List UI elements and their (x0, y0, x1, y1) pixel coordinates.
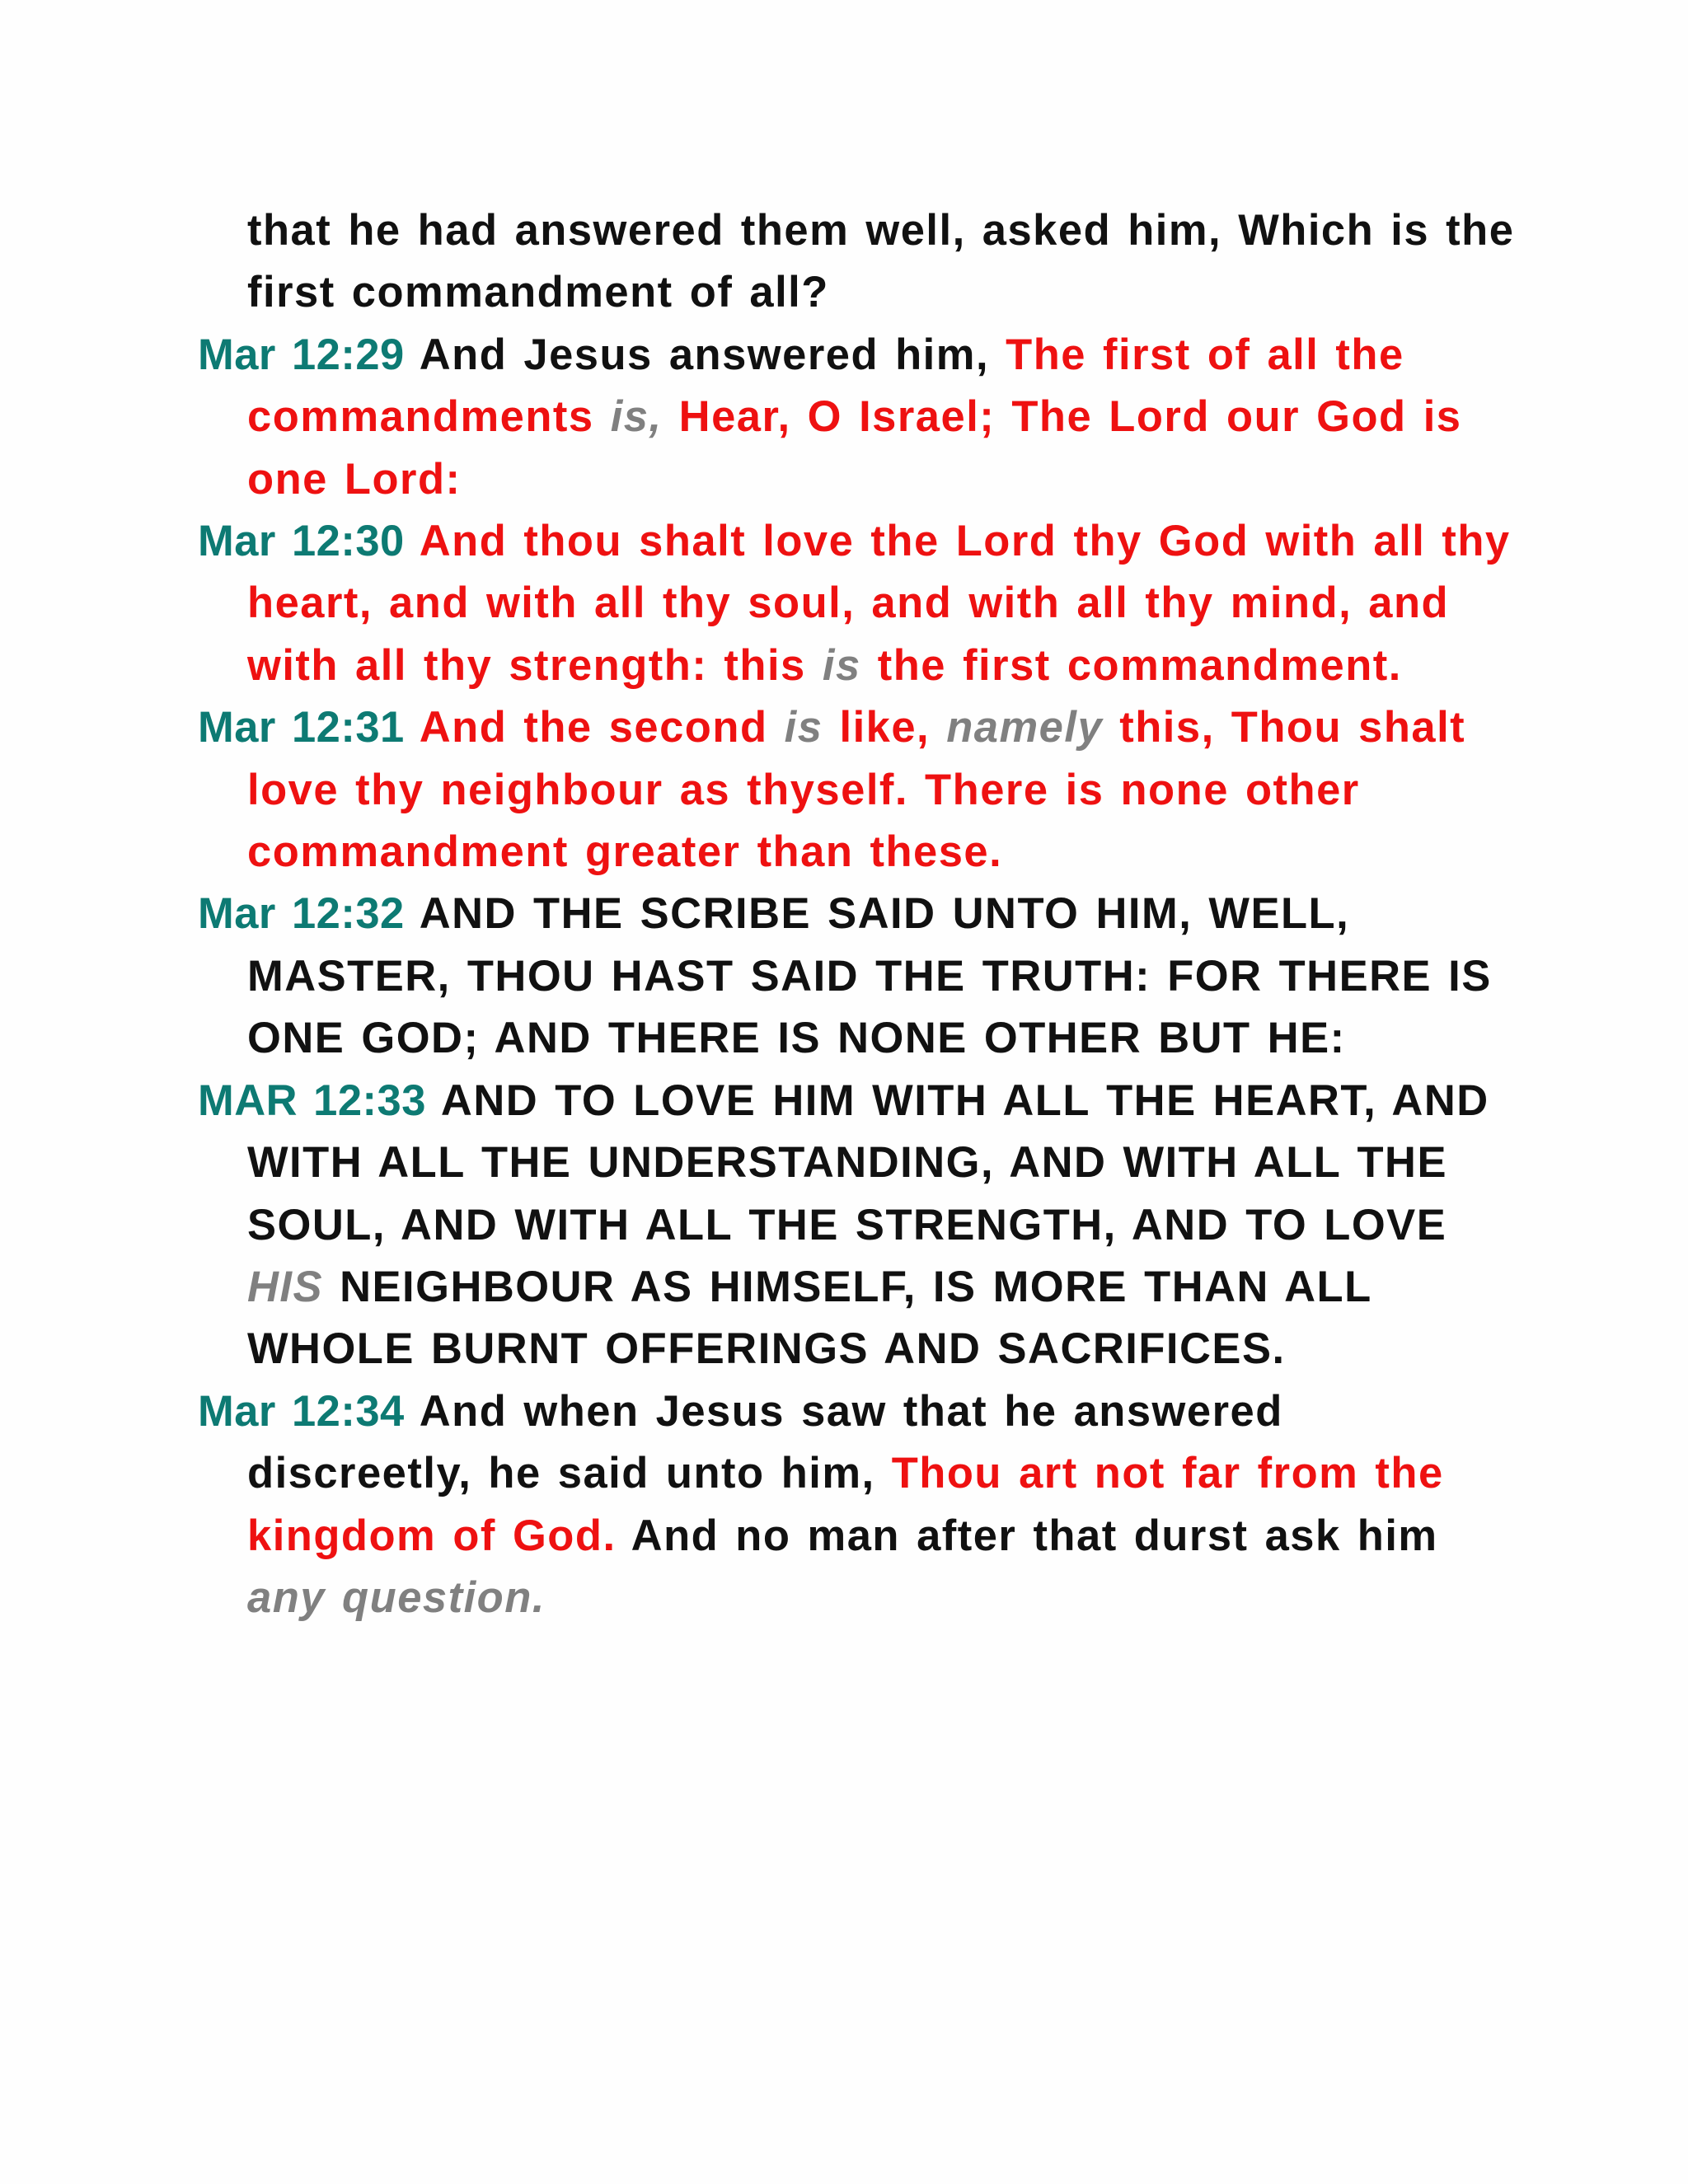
scripture-text (198, 199, 1517, 1629)
verse-mar-12-34 (198, 1380, 1517, 1629)
supplied-word: HIS (247, 1262, 324, 1311)
words-of-jesus: Hear, O Israel; The Lord our God is one Lord: (247, 392, 1462, 504)
verse-reference: MAR 12:33 (198, 1076, 426, 1125)
verse-reference: Mar 12:31 (198, 703, 405, 752)
words-of-jesus: And thou shalt love the Lord thy God with all thy heart, and with all thy soul, and with all thy mind, and with all thy strength: this (247, 517, 1511, 690)
verse-mar-12-29 (198, 324, 1517, 510)
words-of-jesus: the first commandment. (860, 640, 1402, 690)
verse-mar-12-33 (198, 1070, 1517, 1380)
words-of-jesus: this, Thou shalt love thy neighbour as thyself. There is none other commandment greater than these. (247, 703, 1466, 877)
words-of-jesus: Thou art not far from the kingdom of God. (247, 1449, 1444, 1560)
verse-reference: Mar 12:30 (198, 517, 405, 566)
supplied-word: namely (946, 703, 1104, 752)
words-of-jesus: And the second (419, 703, 785, 752)
verse-text: that he had answered them well, asked him, Which is the first commandment of all? (247, 206, 1515, 317)
supplied-word: any question. (247, 1572, 546, 1622)
verse-mar-12-30 (198, 510, 1517, 696)
verse-text: And when Jesus saw that he answered discreetly, he said unto him, (247, 1386, 1283, 1498)
words-of-jesus: like, (823, 703, 947, 752)
verse-reference: Mar 12:32 (198, 889, 405, 939)
verse-continuation (198, 199, 1517, 324)
verse-text: AND TO LOVE HIM WITH ALL THE HEART, AND WITH ALL THE UNDERSTANDING, AND WITH ALL THE SOUL, AND WITH ALL THE STRENGTH, AND TO LOVE (247, 1076, 1489, 1249)
verse-text: AND THE SCRIBE SAID UNTO HIM, WELL, MASTER, THOU HAST SAID THE TRUTH: FOR THERE IS ONE GOD; AND THERE IS NONE OTHER BUT HE: (247, 889, 1492, 1063)
verse-text: NEIGHBOUR AS HIMSELF, IS MORE THAN ALL WHOLE BURNT OFFERINGS AND SACRIFICES. (247, 1262, 1372, 1374)
verse-text: And Jesus answered him, (419, 330, 1006, 379)
verse-text: And no man after that durst ask him (616, 1511, 1438, 1560)
words-of-jesus: The first of all the commandments (247, 330, 1404, 442)
supplied-word: is, (610, 392, 663, 442)
verse-mar-12-31 (198, 696, 1517, 883)
supplied-word: is (822, 640, 861, 690)
verse-reference: Mar 12:34 (198, 1386, 405, 1436)
verse-reference: Mar 12:29 (198, 330, 405, 379)
verse-mar-12-32 (198, 883, 1517, 1069)
supplied-word: is (784, 703, 823, 752)
